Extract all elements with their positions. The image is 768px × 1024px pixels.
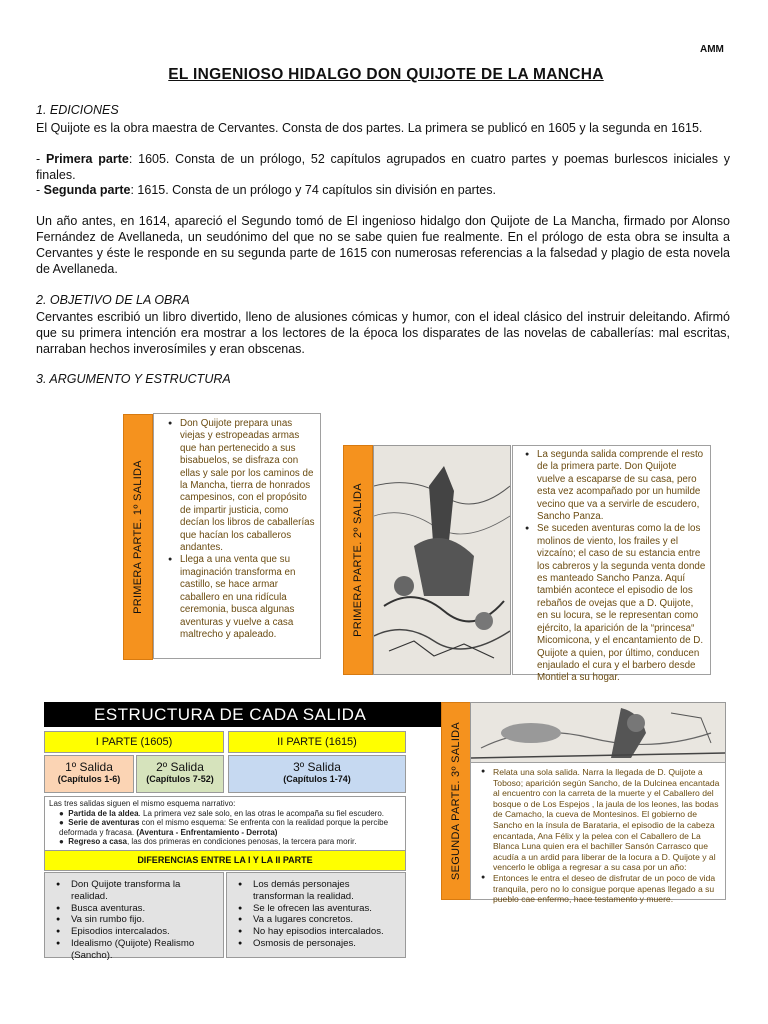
diff-item: ● Busca aventuras. bbox=[71, 903, 217, 915]
diff-item: ● Se le ofrecen las aventuras. bbox=[253, 903, 399, 915]
diferencias-header: DIFERENCIAS ENTRE LA I Y LA II PARTE bbox=[44, 850, 406, 871]
avellaneda-text: Un año antes, en 1614, apareció el Segundo tomó de El ingenioso hidalgo don Quijote de La Mancha, firmado por Alonso Fernández de Avellaneda, un seudónimo del que no se sabe quien fue realmente. En el prólogo de esta obra se insulta a Cervantes y éste le responde en su segunda parte de 1615 con numerosas referencias a la falsedad y plagio de esta novela de Avellaneda. bbox=[36, 214, 730, 276]
section-heading-objetivo: 2. OBJETIVO DE LA OBRA bbox=[36, 293, 190, 307]
engraving-icon bbox=[374, 446, 510, 674]
salida1-bullet: ● Llega a una venta que su imaginación transforma en castillo, se hace armar caballero en una ridícula ceremonia, busca algunas aventuras y vuelve a casa maltrecho y apaleado. bbox=[180, 554, 316, 641]
esquema-item: ● Partida de la aldea. La primera vez sale solo, en las otras le acompaña su fiel escudero. bbox=[59, 808, 385, 818]
diff-item: ● Los demás personajes transforman la realidad. bbox=[253, 879, 399, 903]
salida3-bullet: ● Relata una sola salida. Narra la llegada de D. Quijote a Toboso; aparición según Sancho, de la Dulcinea encantada al encuentro con la carreta de la muerte y el Caballero del bosque o de Los Espejos , la jaula de los leones, las bodas de Camacho, la cueva de Montesinos. El gobierno de Sancho en la ínsula de Barataria, el episodio de la cabeza encantada, Ana Félix y la pelea con el Caballero de La Blanca Luna quien era el bachiller Sansón Carrasco que acudía a un ardid para liberar de la locura a D. Quijote y al vencerlo le obliga a regresar a su casa por un año: bbox=[493, 767, 721, 873]
parte2-header: II PARTE (1615) bbox=[228, 731, 406, 753]
diferencias-left bbox=[44, 872, 224, 961]
ediciones-text: El Quijote es la obra maestra de Cervantes. Consta de dos partes. La primera se publicó en 1605 y la segunda en 1615. bbox=[36, 121, 703, 135]
salida2-cell: 2º Salida (Capítulos 7-52) bbox=[136, 755, 224, 793]
page-title: EL INGENIOSO HIDALGO DON QUIJOTE DE LA MANCHA bbox=[168, 66, 604, 83]
salida2-bullet: ● La segunda salida comprende el resto de la primera parte. Don Quijote vuelve a escaparse de su casa, pero esta vez acompañado por un humilde vecino que va a servirle de escudero, Sancho Panza. bbox=[537, 449, 706, 523]
salida1-label: PRIMERA PARTE. 1º SALIDA bbox=[123, 414, 153, 660]
section-heading-ediciones: 1. EDICIONES bbox=[36, 103, 119, 117]
primera-parte-label: Primera parte bbox=[45, 152, 129, 166]
diff-item: ● Va sin rumbo fijo. bbox=[71, 914, 217, 926]
salida3-box bbox=[470, 762, 726, 905]
salida2-bullet: ● Se suceden aventuras como la de los molinos de viento, los frailes y el vizcaíno; el caso de su estancia entre los cabreros y la segunda venta donde es manteado Sancho Panza. Aquí también acontece el episodio de los rebaños de ovejas que a D. Quijote, en su locura, se le representan como ejército, la aparición de la “princesa“ Micomicona, y el encantamiento de D. Quijote a quien, por último, conducen enjaulado el cura y el barbero desde Montiel a su hogar. bbox=[537, 523, 706, 684]
salida3-cell: 3º Salida (Capítulos 1-74) bbox=[228, 755, 406, 793]
salida1-bullet: ● Don Quijote prepara unas viejas y estropeadas armas que han pertenecido a sus bisabuelos, se disfraza con ellas y sale por los caminos de la Mancha, tierra de honrados campesinos, con el propósito de impartir justicia, como decían los libros de caballerías que hacían los caballeros andantes. bbox=[180, 418, 316, 554]
section-heading-argumento: 3. ARGUMENTO Y ESTRUCTURA bbox=[36, 372, 231, 386]
engraving-icon bbox=[471, 703, 725, 763]
segunda-parte-label: Segunda parte bbox=[43, 183, 131, 197]
diff-item: ● Don Quijote transforma la realidad. bbox=[71, 879, 217, 903]
quijote-deathbed-illustration bbox=[470, 702, 726, 763]
salida1-cell: 1º Salida (Capítulos 1-6) bbox=[44, 755, 134, 793]
parte1-header: I PARTE (1605) bbox=[44, 731, 224, 753]
diff-item: ● No hay episodios intercalados. bbox=[253, 926, 399, 938]
esquema-item: ● Serie de aventuras con el mismo esquema: Se enfrenta con la realidad porque la percibe deformada y fracasa. (Aventura - Enfrentamiento - Derrota) bbox=[59, 818, 389, 837]
salida3-label: SEGUNDA PARTE. 3º SALIDA bbox=[441, 702, 471, 900]
segunda-parte-text: - Segunda parte: 1615. Consta de un prólogo y 74 capítulos sin división en partes. bbox=[36, 183, 496, 197]
diff-item: ● Episodios intercalados. bbox=[71, 926, 217, 938]
diferencias-right bbox=[226, 872, 406, 958]
salida3-bullet: ● Entonces le entra el deseo de disfrutar de un poco de vida tranquila, pero no lo consigue porque apenas llegado a su pueblo cae enfermo, hace testamento y muere. bbox=[493, 873, 721, 905]
salida2-box bbox=[512, 445, 711, 684]
author-initials: AMM bbox=[700, 44, 724, 55]
objetivo-text: Cervantes escribió un libro divertido, lleno de alusiones cómicas y humor, con el ideal clásico del instruir deleitando. Afirmó que su primera intención era mostrar a los lectores de la época los disparates de las novelas de caballerías: mal escritas, narraban hechos inverosímiles y eran obscenas. bbox=[36, 310, 730, 356]
salida2-label: PRIMERA PARTE. 2º SALIDA bbox=[343, 445, 373, 675]
diff-item: ● Osmosis de personajes. bbox=[253, 938, 399, 950]
diff-item: ● Idealismo (Quijote) Realismo (Sancho). bbox=[71, 938, 217, 962]
estructura-banner: ESTRUCTURA DE CADA SALIDA bbox=[44, 702, 448, 727]
quijote-illustration bbox=[373, 445, 511, 675]
salida1-box bbox=[153, 413, 321, 659]
esquema-item: ● Regreso a casa, las dos primeras en condiciones penosas, la tercera para morir. bbox=[59, 837, 357, 847]
primera-parte-text: - Primera parte: 1605. Consta de un prólogo, 52 capítulos agrupados en cuatro partes y poemas burlescos iniciales y finales. bbox=[36, 152, 730, 182]
diff-item: ● Va a lugares concretos. bbox=[253, 914, 399, 926]
esquema-box: Las tres salidas siguen el mismo esquema narrativo: ● Partida de la aldea. La primera vez sale solo, en las otras le acompaña su fiel escudero. ● Serie de aventuras con el mismo esquema: Se enfrenta con la realidad porque la percibe deformada y fracasa. (Aventura - Enfrentamiento - Derrota) ● Regreso a casa, las dos primeras en condiciones penosas, la tercera para morir. bbox=[44, 796, 406, 852]
banner-edge bbox=[398, 702, 404, 727]
